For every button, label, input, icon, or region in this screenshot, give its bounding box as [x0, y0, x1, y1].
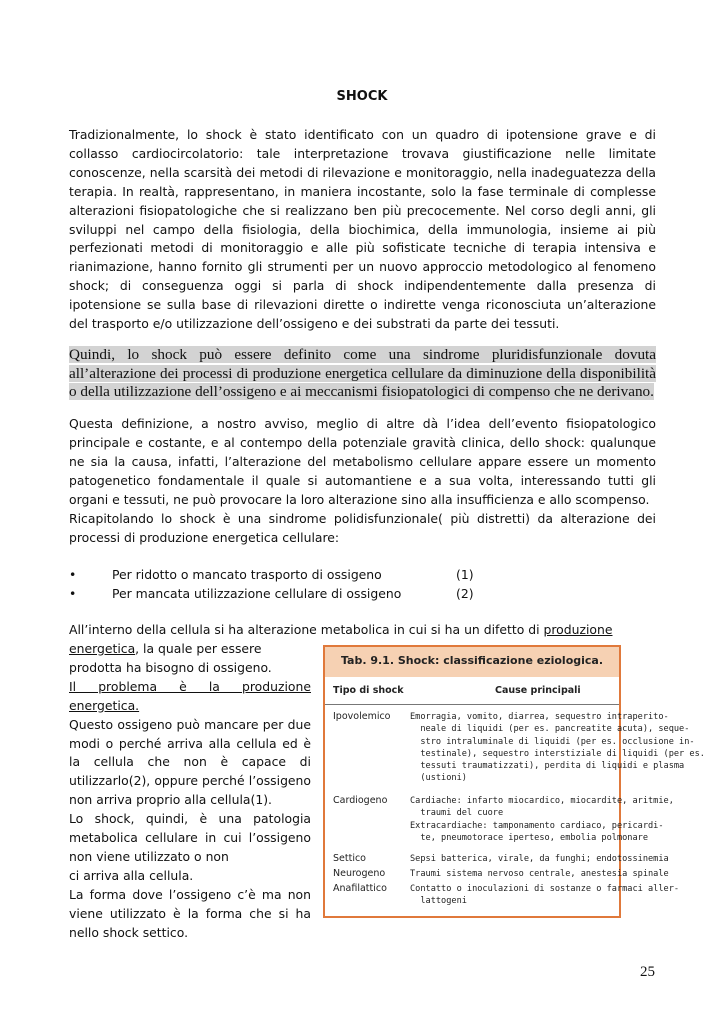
- intro-paragraph: Tradizionalmente, lo shock è stato identificato con un quadro di ipotensione grave e di collasso cardiocircolatorio: tale interpretazione trovava giustificazione nelle limitate conoscenze, nella scarsità dei metodi di rilevazione e monitoraggio, nella inadeguatezza della terapia. In realtà, rappresentano, in maniera incostante, solo la fase terminale di complesse alterazioni fisiopatologiche che si realizzano ben più precocemente. Nel corso degli anni, gli sviluppi nel campo della fisiologia, della biochimica, della immunologia, insieme ai più perfezionati metodi di monitoraggio e alle più sofisticate tecniche di terapia intensiva e rianimazione, hanno fornito gli strumenti per un nuovo approccio metodologico al fenomeno shock; di conseguenza oggi si parla di shock indipendentemente dalla presenza di ipotensione se sulla base di rilevazioni dirette o indirette venga riconosciuta un’alterazione del trasporto e/o utilizzazione dell’ossigeno e dei substrati da parte dei tessuti.: [69, 127, 656, 332]
- list-item: [69, 585, 489, 604]
- shock-type: Cardiogeno: [333, 795, 388, 806]
- column-emphasis: Il problema è la produzione energetica.: [69, 678, 311, 713]
- column-text: , la quale per essere: [135, 641, 262, 656]
- lead-underlined: produzione: [543, 622, 613, 637]
- column-line-1: [69, 640, 311, 659]
- column-line-4: Questo ossigeno può mancare per due modi o perché arriva alla cellula ed è la cellula che non è capace di utilizzarlo(2), oppure perché l’ossigeno non arriva proprio alla cellula(1).: [69, 716, 311, 808]
- shock-type: Ipovolemico: [333, 711, 391, 722]
- explanation-paragraph: Questa definizione, a nostro avviso, meglio di altre dà l’idea dell’evento fisiopatologico principale e costante, e al contempo della potenziale gravità clinica, dello shock: qualunque ne sia la causa, infatti, l’alterazione del metabolismo cellulare appare essere un momento patogenetico fondamentale il quale si automantiene e a sua volta, interessando tutti gli organi e tessuti, ne può provocare la loro alterazione sino alla insufficienza e allo scompenso.: [69, 416, 656, 507]
- shock-causes: Cardiache: infarto miocardico, miocardite, aritmie, traumi del cuore Extracardiache: tamponamento cardiaco, pericardi- te, pneumotorace iperteso, embolia polmonare: [410, 796, 674, 843]
- shock-type: Anafilattico: [333, 883, 387, 894]
- bullet-dot: •: [69, 586, 77, 601]
- column-line-2: prodotta ha bisogno di ossigeno.: [69, 659, 272, 675]
- list-item-text: Per ridotto o mancato trasporto di ossigeno: [112, 567, 382, 582]
- list-item-number: (2): [456, 586, 474, 601]
- list-item: [69, 566, 489, 585]
- list-item-text: Per mancata utilizzazione cellulare di ossigeno: [112, 586, 402, 601]
- highlighted-definition: Quindi, lo shock può essere definito come una sindrome pluridisfunzionale dovuta all’alterazione dei processi di produzione energetica cellulare da diminuzione della disponibilità o della utilizzazione dell’ossigeno e ai meccanismi fisiopatologici di compenso che ne derivano.: [69, 346, 656, 400]
- lead-text: All’interno della cellula si ha alterazione metabolica in cui si ha un difetto di: [69, 622, 544, 637]
- etiology-table-figure: [323, 645, 705, 918]
- shock-causes: Contatto o inoculazioni di sostanze o farmaci aller- lattogeni: [410, 884, 680, 907]
- shock-causes: Emorragia, vomito, diarrea, sequestro intraperito- neale di liquidi (per es. pancreatite acuta), seque- stro intraluminale di liquidi (per es. occlusione in- testinale), sequestro interstiziale di liquidi (per es. tessuti traumatizzati), perdita di liquidi e plasma (ustioni): [410, 712, 705, 784]
- cause-list: [69, 566, 489, 604]
- page-title: SHOCK: [336, 89, 388, 104]
- column-line-7: La forma dove l’ossigeno c’è ma non viene utilizzato è la forma che si ha nello shock settico.: [69, 886, 311, 940]
- left-column-text: [69, 640, 311, 943]
- table-title: Tab. 9.1. Shock: classificazione eziologica.: [340, 654, 604, 667]
- shock-type: Neurogeno: [333, 868, 386, 879]
- list-item-number: (1): [456, 567, 474, 582]
- table-title-band: [325, 647, 619, 677]
- table-header-row: [325, 680, 619, 705]
- column-header-type: Tipo di shock: [333, 685, 404, 696]
- definition-paragraph: [69, 346, 656, 402]
- page-number: 25: [640, 964, 655, 980]
- column-line-5: Lo shock, quindi, è una patologia metabolica cellulare in cui l’ossigeno non viene utilizzato o non: [69, 811, 311, 864]
- column-line-6: ci arriva alla cellula.: [69, 867, 194, 883]
- recap-paragraph: Ricapitolando lo shock è una sindrome polidisfunzionale( più distretti) da alterazione dei processi di produzione energetica cellulare:: [69, 511, 656, 545]
- bullet-dot: •: [69, 567, 77, 582]
- lead-line: [69, 621, 656, 640]
- underlined-word: energetica: [69, 641, 136, 656]
- shock-type: Settico: [333, 853, 366, 864]
- shock-causes: Traumi sistema nervoso centrale, anestesia spinale: [410, 869, 669, 879]
- column-header-cause: Cause principali: [495, 685, 581, 696]
- shock-causes: Sepsi batterica, virale, da funghi; endotossinemia: [410, 854, 669, 864]
